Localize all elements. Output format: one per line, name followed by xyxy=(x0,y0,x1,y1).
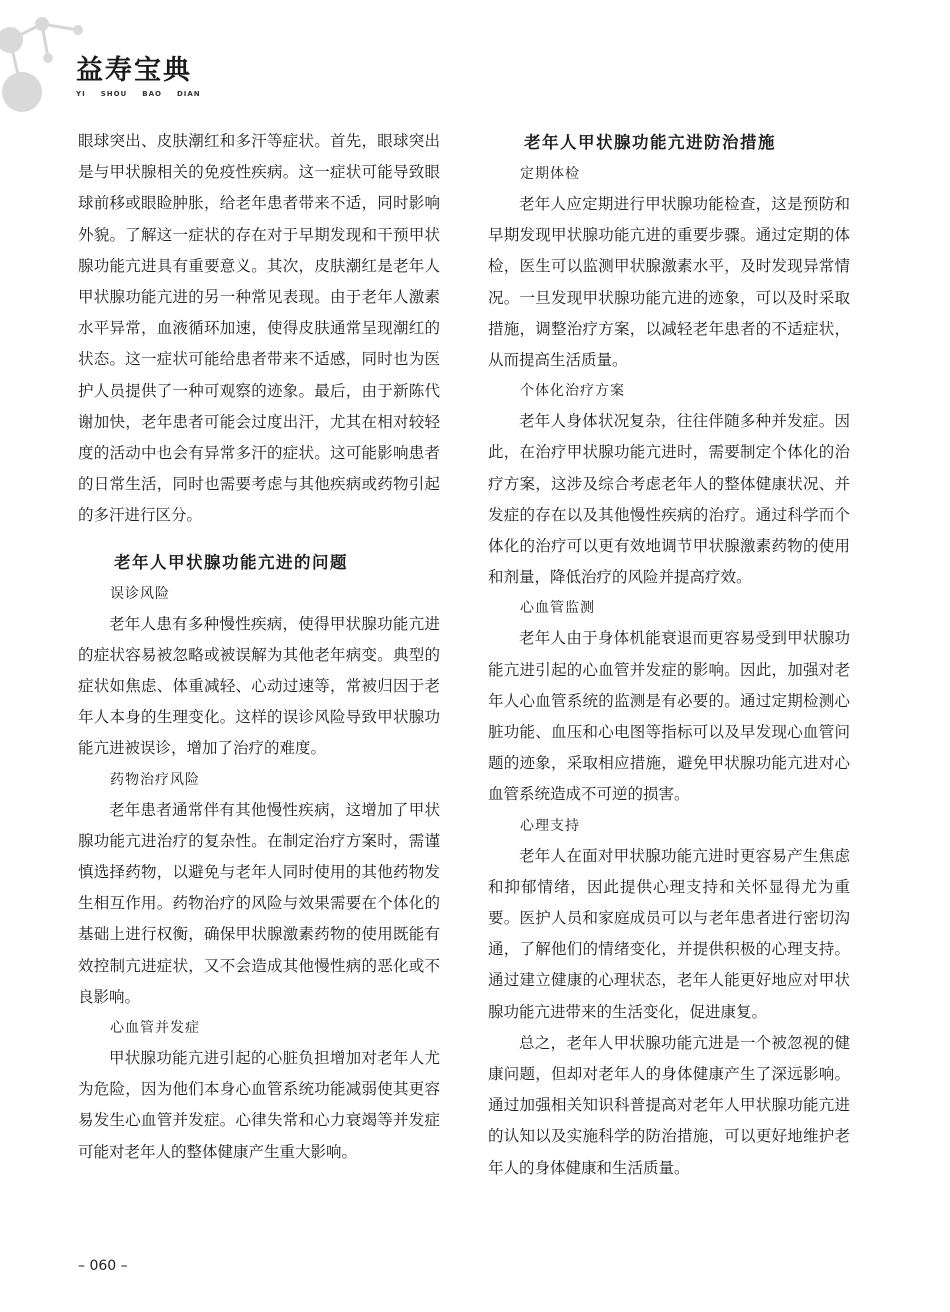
paragraph-checkup: 老年人应定期进行甲状腺功能检查，这是预防和早期发现甲状腺功能亢进的重要步骤。通过定期的体检，医生可以监测甲状腺激素水平，及时发现异常情况。一旦发现甲状腺功能亢进的迹象，可以及时采取措施，调整治疗方案，以减轻老年患者的不适症状，从而提高生活质量。 xyxy=(488,195,850,370)
left-column xyxy=(78,126,440,1168)
subheading-misdiagnosis: 误诊风险 xyxy=(110,585,170,602)
subheading-individual: 个体化治疗方案 xyxy=(520,383,625,400)
subheading-drug-risk: 药物治疗风险 xyxy=(110,771,200,788)
page-number: – 060 – xyxy=(78,1258,128,1274)
intro-paragraph: 眼球突出、皮肤潮红和多汗等症状。首先，眼球突出是与甲状腺相关的免疫性疾病。这一症状可能导致眼球前移或眼睑肿胀，给老年患者带来不适，同时影响外貌。了解这一症状的存在对于早期发现和干预甲状腺功能亢进具有重要意义。其次，皮肤潮红是老年人甲状腺功能亢进的另一种常见表现。由于老年人激素水平异常，血液循环加速，使得皮肤通常呈现潮红的状态。这一症状可能给患者带来不适感，同时也为医护人员提供了一种可观察的迹象。最后，由于新陈代谢加快，老年患者可能会过度出汗，尤其在相对较轻度的活动中也会有异常多汗的症状。这可能影响患者的日常生活，同时也需要考虑与其他疾病或药物引起的多汗进行区分。 xyxy=(78,132,440,525)
subheading-psych: 心理支持 xyxy=(520,817,580,834)
paragraph-misdiagnosis: 老年人患有多种慢性疾病，使得甲状腺功能亢进的症状容易被忽略或被误解为其他老年病变。典型的症状如焦虑、体重减轻、心动过速等，常被归因于老年人本身的生理变化。这样的误诊风险导致甲状腺功能亢进被误诊，增加了治疗的难度。 xyxy=(78,614,440,758)
paragraph-cardio-complications: 甲状腺功能亢进引起的心脏负担增加对老年人尤为危险，因为他们本身心血管系统功能减弱使其更容易发生心血管并发症。心律失常和心力衰竭等并发症可能对老年人的整体健康产生重大影响。 xyxy=(78,1049,440,1161)
paragraph-individual: 老年人身体状况复杂，往往伴随多种并发症。因此，在治疗甲状腺功能亢进时，需要制定个体化的治疗方案，这涉及综合考虑老年人的整体健康状况、并发症的存在以及其他慢性疾病的治疗。通过科学而个体化的治疗可以更有效地调节甲状腺激素药物的使用和剂量，降低治疗的风险并提高疗效。 xyxy=(488,412,850,587)
paragraph-monitor: 老年人由于身体机能衰退而更容易受到甲状腺功能亢进引起的心血管并发症的影响。因此，加强对老年人心血管系统的监测是有必要的。通过定期检测心脏功能、血压和心电图等指标可以及早发现心血管问题的迹象，采取相应措施，避免甲状腺功能亢进对心血管系统造成不可逆的损害。 xyxy=(488,629,850,804)
paragraph-summary: 总之，老年人甲状腺功能亢进是一个被忽视的健康问题，但却对老年人的身体健康产生了深远影响。通过加强相关知识科普提高对老年人甲状腺功能亢进的认知以及实施科学的防治措施，可以更好地维护老年人的身体健康和生活质量。 xyxy=(488,1033,850,1177)
pinyin-3: BAO xyxy=(142,90,162,98)
paragraph-drug-risk: 老年患者通常伴有其他慢性疾病，这增加了甲状腺功能亢进治疗的复杂性。在制定治疗方案时，需谨慎选择药物，以避免与老年人同时使用的其他药物发生相互作用。药物治疗的风险与效果需要在个体化的基础上进行权衡，确保甲状腺激素药物的使用既能有效控制亢进症状，又不会造成其他慢性病的恶化或不良影响。 xyxy=(78,800,440,1006)
pinyin-2: SHOU xyxy=(100,90,128,98)
logo-title: 益寿宝典 xyxy=(76,55,192,86)
subheading-monitor: 心血管监测 xyxy=(520,600,595,617)
logo-pinyin xyxy=(76,90,201,98)
subheading-cardio-complications: 心血管并发症 xyxy=(110,1020,200,1037)
pinyin-4: DIAN xyxy=(176,90,201,98)
section-heading-measures: 老年人甲状腺功能亢进防治措施 xyxy=(524,133,776,152)
paragraph-psych: 老年人在面对甲状腺功能亢进时更容易产生焦虑和抑郁情绪，因此提供心理支持和关怀显得尤为重要。医护人员和家庭成员可以与老年患者进行密切沟通，了解他们的情绪变化，并提供积极的心理支持。通过建立健康的心理状态，老年人能更好地应对甲状腺功能亢进带来的生活变化，促进康复。 xyxy=(488,846,850,1021)
magazine-logo xyxy=(76,54,201,98)
pinyin-1: YI xyxy=(76,90,86,98)
subheading-checkup: 定期体检 xyxy=(520,166,580,182)
section-heading-problems: 老年人甲状腺功能亢进的问题 xyxy=(114,552,348,572)
right-column xyxy=(488,126,850,1184)
